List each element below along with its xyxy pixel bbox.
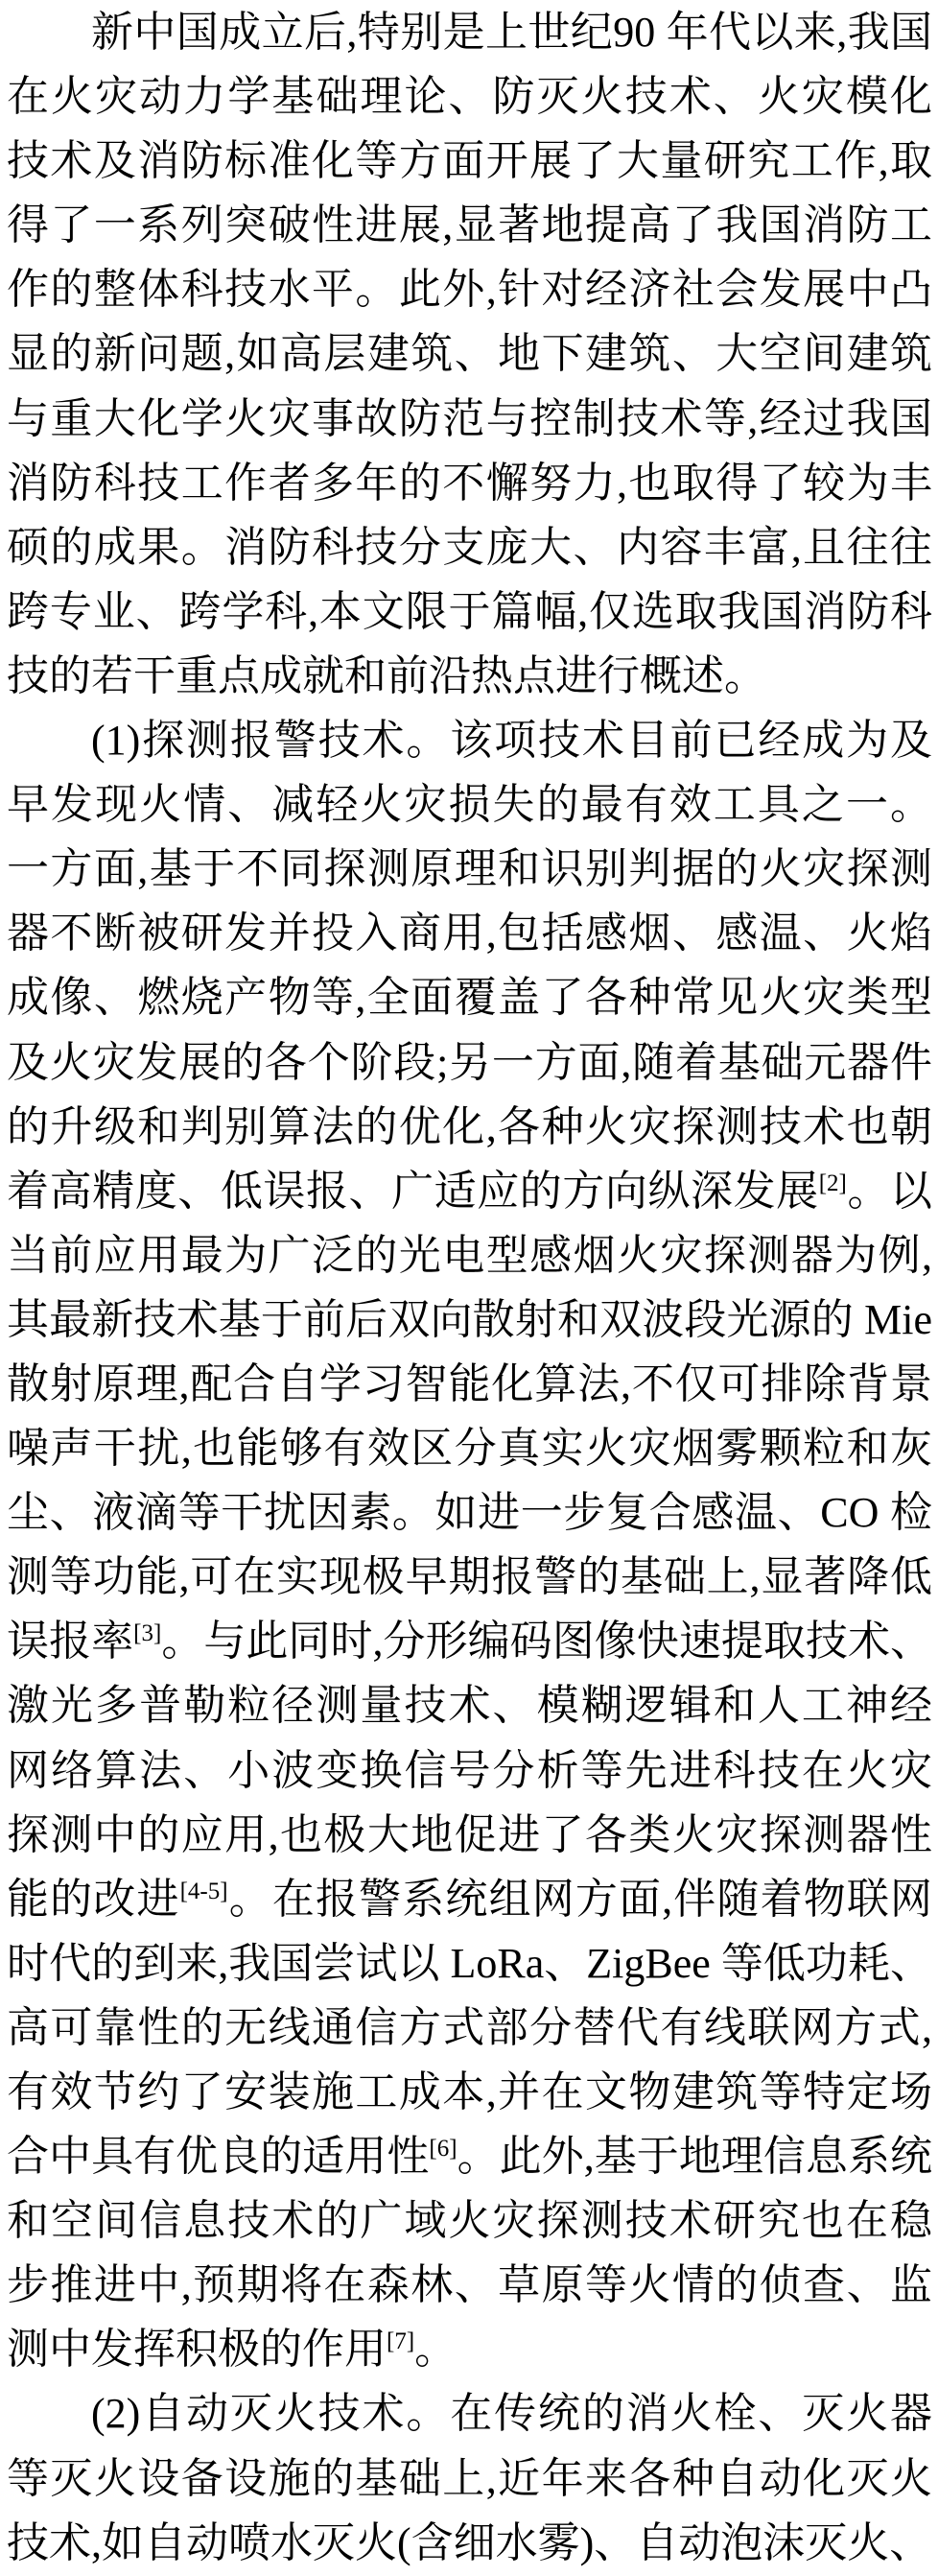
text-run: 。在报警系统组网方面,伴随着物联网时代的到来,我国尝试以 LoRa、ZigBee 等低功耗、高可靠性的无线通信方式部分替代有线联网方式,有效节约了安装施工成本,并在文物建筑等特定场合中具有优良的适用性 bbox=[7, 1875, 933, 2181]
text-run: (1)探测报警技术。该项技术目前已经成为及早发现火情、减轻火灾损失的最有效工具之一。一方面,基于不同探测原理和识别判据的火灾探测器不断被研发并投入商用,包括感烟、感温、火焰成像、燃烧产物等,全面覆盖了各种常见火灾类型及火灾发展的各个阶段;另一方面,随着基础元器件的升级和判别算法的优化,各种火灾探测技术也朝着高精度、低误报、广适应的方向纵深发展 bbox=[7, 717, 932, 1215]
text-run: 新中国成立后,特别是上世纪90 年代以来,我国在火灾动力学基础理论、防灭火技术、火灾模化技术及消防标准化等方面开展了大量研究工作,取得了一系列突破性进展,显著地提高了我国消防工作的整体科技水平。此外,针对经济社会发展中凸显的新问题,如高层建筑、地下建筑、大空间建筑与重大化学火灾事故防范与控制技术等,经过我国消防科技工作者多年的不懈努力,也取得了较为丰硕的成果。消防科技分支庞大、内容丰富,且往往跨专业、跨学科,本文限于篇幅,仅选取我国消防科技的若干重点成就和前沿热点进行概述。 bbox=[7, 9, 932, 699]
text-run: (2)自动灭火技术。在传统的消火栓、灭火器等灭火设备设施的基础上,近年来各种自动化灭火技术,如自动喷水灭火(含细水雾)、自动泡沫灭火、 bbox=[7, 2390, 932, 2566]
text-run: 。与此同时,分形编码图像快速提取技术、激光多普勒粒径测量技术、模糊逻辑和人工神经网络算法、小波变换信号分析等先进科技在火灾探测中的应用,也极大地促进了各类火灾探测器性能的改进 bbox=[7, 1618, 933, 1923]
text-run: 。以当前应用最为广泛的光电型感烟火灾探测器为例,其最新技术基于前后双向散射和双波段光源的 Mie 散射原理,配合自学习智能化算法,不仅可排除背景噪声干扰,也能够有效区分真实火灾烟雾颗粒和灰尘、液滴等干扰因素。如进一步复合感温、CO 检测等功能,可在实现极早期报警的基础上,显著降低误报率 bbox=[7, 1167, 933, 1666]
text-run: 。此外,基于地理信息系统和空间信息技术的广域火灾探测技术研究也在稳步推进中,预期将在森林、草原等火情的侦查、监测中发挥积极的作用 bbox=[7, 2133, 933, 2374]
citation-ref: [2] bbox=[818, 1170, 847, 1196]
paragraph-auto-extinguishing bbox=[7, 2381, 932, 2574]
paragraph-intro bbox=[7, 0, 932, 708]
citation-ref: [7] bbox=[387, 2328, 415, 2355]
citation-ref: [4-5] bbox=[179, 1878, 228, 1904]
citation-ref: [6] bbox=[429, 2136, 457, 2162]
text-run: 。 bbox=[414, 2326, 457, 2374]
paragraph-detection-alarm bbox=[7, 708, 932, 2381]
citation-ref: [3] bbox=[133, 1620, 162, 1647]
